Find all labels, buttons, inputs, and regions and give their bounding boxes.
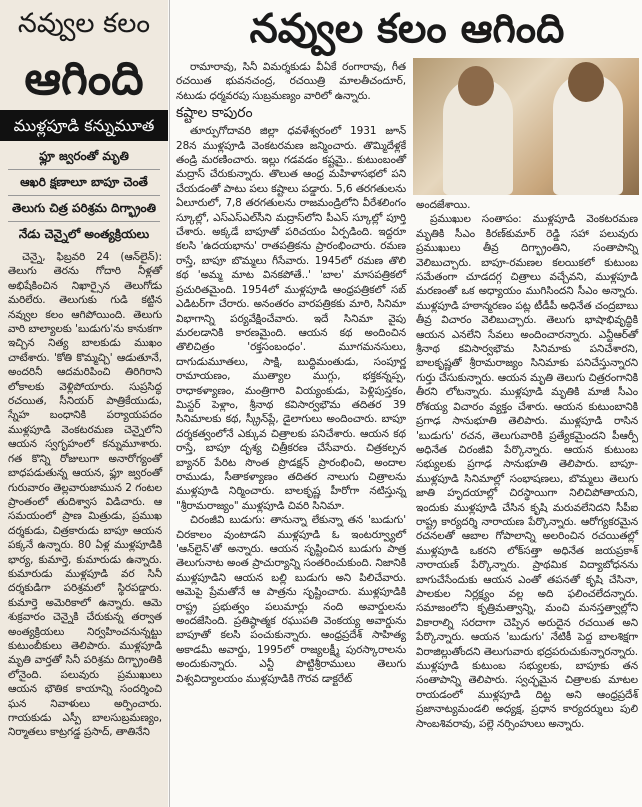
subheads: [8, 144, 160, 247]
person-head: [568, 62, 604, 102]
subhead: తెలుగు చిత్ర పరిశ్రమ దిగ్భ్రాంతి: [8, 196, 160, 222]
main-headline: నవ్వుల కలం ఆగింది: [249, 6, 565, 52]
news-photo: [413, 58, 639, 195]
sidebar-big-headline: ఆగింది: [24, 51, 144, 105]
right-column: [416, 198, 638, 731]
column-divider: [169, 0, 170, 807]
person-head: [458, 66, 494, 106]
section-heading: కష్టాల కాపురం: [176, 105, 253, 122]
photo-caption-tail: అందజేశాయి.: [416, 199, 471, 211]
paragraph: తూర్పుగోదావరి జిల్లా ధవళేశ్వరంలో 1931 జూన్ 28న ముళ్లపూడి వెంకటరమణ జన్మించారు. తొమ్మిదేళ్లకే తండ్రి మరణించారు. ఇల్లు గడవడం కష్టమై.. కుటుంబంతో మద్రాస్ చేరుకున్నారు. తొలుత ఆంధ్ర మహిళాసభలో పని చేయడంతో పాటు పలు కష్టాలు పడ్డారు. 5,6 తరగతులను ఏలూరులో, 7,8 తరగతులను రాజమండ్రిలోని వీరేశలింగం స్కూల్లో, ఎస్ఎస్ఎల్‌సీని మద్రాస్‌లోని పీఎస్ స్కూల్లో పూర్తి చేశారు. అక్కడే బాపూతో పరిచయం ఏర్పడింది. ఇద్దరూ కలసి 'ఉదయభాను' రాతపత్రికను ప్రారంభించారు. రమణ రాస్తే, బాపూ బొమ్మలు గీసేవారు. 1945లో రమణ తొలి కథ 'అమ్మ మాట వినకపోతే..' 'బాల' మాసపత్రికలో ప్రచురితమైంది. 1954లో ముళ్లపూడి ఆంధ్రపత్రికలో సబ్ ఎడిటర్‌గా చేరారు. అనంతరం వారపత్రికకు మారి, సినిమా విభాగాన్ని పర్యవేక్షించేవారు. ఇదే సినిమా వైపు మరలడానికి కారణమైంది. ఆయన కథ అందించిన తొలిచిత్రం 'రక్తసంబంధం'. మూగమనసులు, దాగుడుమూతలు, సాక్షి, బుద్ధిమంతుడు, సంపూర్ణ రామాయణం, ముత్యాల ముగ్గు, భక్తకన్నప్ప, రాధాకళ్యాణం, మంత్రిగారి వియ్యంకుడు, పెళ్లిపుస్తకం, మిస్టర్ పెళ్లాం, శ్రీనాథ కవిసార్వభౌమ తదితర 39 సినిమాలకు కథ, స్క్రీన్‌ప్లే, డైలాగులు అందించారు. బాపూ దర్శకత్వంలోనే ఎక్కువ చిత్రాలకు పనిచేశారు. ఆయన కథ రాస్తే, బాపూ దృశ్య చిత్రీకరణ చేసేవారు. చిత్రకల్పన బ్యానర్ పేరిట సొంత ప్రొడక్షన్ ప్రారంభించి, అందాల రాముడు, సీతాకళ్యాణం తదితర నాలుగు చిత్రాలను ముళ్లపూడి నిర్మించారు. బాలకృష్ణ హీరోగా నటిస్తున్న "శ్రీరామరాజ్యం" ముళ్లపూడి చివరి సినిమా.: [176, 125, 406, 512]
subhead: ఆఖరి క్షణాలూ బాపూ చెంతే: [8, 170, 160, 196]
sidebar-body: [8, 250, 162, 740]
middle-column: [176, 60, 406, 686]
paragraph: చెన్నై, ఫిబ్రవరి 24 (ఆన్‌లైన్): తెలుగు తెరను గోదారి నీళ్లతో అభిషేకించిన నిఖార్సైన తెలుగోడు మరిలేరు. తెలుగుకు గుడి కట్టిన నవ్వుల కలం ఆగిపోయింది. తెలుగు వారి బాల్యాలకు 'బుడుగు'ను కానుకగా ఇచ్చిన నిత్య బాలకుడు ముఖం చాటేశారు. 'కోతి కొమ్మచ్చి' ఆడుతూనే, అందరినీ ఆదమరిపించి తిరిగిరాని లోకాలకు వెళ్లిపోయారు. సుప్రసిద్ధ రచయిత, సీనియర్ పాత్రికేయుడు, స్నేహ బంధానికి పర్యాయపదం ముళ్లపూడి వెంకటరమణ చెన్నైలోని ఆయన స్వగృహంలో కన్నుమూశారు. గత కొన్ని రోజులుగా అనారోగ్యంతో బాధపడుతున్న ఆయన, ఫ్లూ జ్వరంతో గురువారం తెల్లవారుజామున 2 గంటల ప్రాంతంలో తుదిశ్వాస విడిచారు. ఆ సమయంలో ప్రాణ మిత్రుడు, ప్రముఖ దర్శకుడు, చిత్రకారుడు బాపూ ఆయన పక్కనే ఉన్నారు. 80 ఏళ్ల ముళ్లపూడికి భార్య, కుమార్తె, కుమారుడు ఉన్నారు. కుమారుడు ముళ్లపూడి వర సినీ దర్శకుడిగా పరిశ్రమలో స్థిరపడ్డారు. కుమార్తె అమెరికాలో ఉన్నారు. ఆమె శుక్రవారం చెన్నైకి చేరుకున్న తర్వాత అంత్యక్రియలు నిర్వహించనున్నట్టు కుటుంబీకులు తెలిపారు. ముళ్లపూడి మృతి వార్తతో సినీ పరిశ్రమ దిగ్భ్రాంతికి లోనైంది. పలువురు ప్రముఖులు ఆయన భౌతిక కాయాన్ని సందర్శించి ఘన నివాళులు అర్పించారు. గాయకుడు ఎస్పీ బాలసుబ్రమణ్యం, నిర్మాతలు కాట్రగడ్డ ప్రసాద్, తాతినేని: [8, 251, 162, 739]
kicker: నవ్వుల కలం: [17, 8, 151, 39]
paragraph: రామారావు, సినీ విమర్శకుడు వీఏకే రంగారావు, గీత రచయిత భువనచంద్ర, రచయిత్రి మాలతీచందూర్, నటుడు ధర్మవరపు సుబ్రమణ్యం వారిలో ఉన్నారు.: [176, 61, 406, 102]
paragraph: ప్రముఖుల సంతాపం: ముళ్లపూడి వెంకటరమణ మృతికి సీఎం కిరణ్‌కుమార్ రెడ్డి సహా పలువురు ప్రముఖులు తీవ్ర దిగ్భ్రాంతిని, సంతాపాన్ని వెలిబుచ్చారు. బాపూ-రమణల కలయికలో కుటుంబ సమేతంగా చూడదగ్గ చిత్రాలు వచ్చేవని, ముళ్లపూడి మరణంతో ఒక అధ్యాయం ముగిసిందని సీఎం అన్నారు. ముళ్లపూడి హఠాన్మరణం పట్ల టీడీపీ అధినేత చంద్రబాబు తీవ్ర విచారం వెలిబుచ్చారు. తెలుగు భాషాభివృద్ధికి ఆయన ఎనలేని సేవలు అందించారన్నారు. ఎన్టీఆర్‌తో శ్రీనాథ కవిసార్వభౌమ సినిమాకు పనిచేశారని, బాలకృష్ణతో శ్రీరామరాజ్యం సినిమాకు పనిచేస్తున్నారని గుర్తు చేసుకున్నారు. ఆయన మృతి తెలుగు చిత్రరంగానికి తీరని లోటన్నారు. ముళ్లపూడి మృతికి మాజీ సీఎం రోశయ్య విచారం వ్యక్తం చేశారు. ఆయన కుటుంబానికి ప్రగాఢ సానుభూతి తెలిపారు. ముళ్లపూడి రాసిన 'బుడుగు' రచన, తెలుగువారికి ప్రత్యేకమైందని పీఆర్పీ అధినేత చిరంజీవి పేర్కొన్నారు. ఆయన కుటుంబ సభ్యులకు ప్రగాఢ సానుభూతి తెలిపారు. బాపూ-ముళ్లపూడి సినిమాల్లో సంభాషణలు, బొమ్మలు తెలుగు జాతి హృదయాల్లో చిరస్థాయిగా నిలిచిపోతాయని, ఇందుకు ముళ్లపూడి చేసిన కృషి మరువలేనిదని సీపీఐ రాష్ట్ర కార్యదర్శి నారాయణ పేర్కొన్నారు. ఆరోగ్యకరమైన రచనలతో ఆబాల గోపాలాన్ని అలరించిన రచయితల్లో ముళ్లపూడి ఒకరని లోక్‌సత్తా అధినేత జయప్రకాశ్ నారాయణ్ పేర్కొన్నారు. ప్రాథమిక విద్యాబోధనను బాగుచేసేందుకు ఆయన ఎంతో తపనతో కృషి చేసినా, పాలకుల నిర్లక్ష్యం వల్ల అది ఫలించలేదన్నారు. సమాజంలోని కృత్రిమత్వాన్ని, మంచి మనస్తత్వాల్లోని వికారాల్ని సరదాగా చెప్పిన అరుదైన రచయిత అని పేర్కొన్నారు. ఆయన 'బుడుగు' నేటికీ పెద్ద బాలశిక్షగా విరాజిల్లుతోందని తెలుగువారు భద్రపరుచుకున్నారన్నారు. ముళ్లపూడి కుటుంబ సభ్యులకు, బాపూకు తన సంతాపాన్ని తెలిపారు. స్వచ్ఛమైన చిత్రాలకు మాటల రాయడంలో ముళ్లపూడి దిట్ట అని ఆంధ్రప్రదేశ్ ప్రజానాట్యమండలి అధ్యక్ష, ప్రధాన కార్యదర్శులు పులి సాంబశివరావు, పల్లె నర్సింహులు అన్నారు.: [416, 213, 638, 730]
sidebar-band: ముళ్లపూడి కన్నుమూత: [0, 110, 168, 141]
sidebar-panel: [0, 0, 168, 807]
paragraph: చిరంజీవి బుడుగు: తానున్నా లేకున్నా తన 'బుడుగు' చిరకాలం వుంటాడని ముళ్లపూడి ఓ ఇంటర్వ్యూలో 'ఆన్‌లైన్'తో అన్నారు. ఆయన సృష్టించిన బుడుగు పాత్ర తెలుగునాట అంత ప్రాచుర్యాన్ని సంతరించుకుంది. నిజానికి ముళ్లపూడిని ఆయన బల్లి బుడుగు అని పిలిచేవారు. ఆమెపై ప్రేమతోనే ఆ పాత్రను సృష్టించారు. ముళ్లపూడికి రాష్ట్ర ప్రభుత్వం పలుమార్లు నంది అవార్డులను అందజేసింది. ప్రతిష్ఠాత్మక రఘుపతి వెంకయ్య అవార్డును బాపూతో కలసి పంచుకున్నారు. ఆంధ్రప్రదేశ్ సాహిత్య అకాడమీ అవార్డు, 1995లో రాజ్యలక్ష్మీ పురస్కారాలను అందుకున్నారు. ఎన్టీ పొట్టిశ్రీరాములు తెలుగు విశ్వవిద్యాలయం ముళ్లపూడికి గౌరవ డాక్టరేట్: [176, 514, 406, 685]
subhead: ఫ్లూ జ్వరంతో మృతి: [8, 144, 160, 170]
subhead: నేడు చెన్నైలో అంత్యక్రియలు: [18, 227, 150, 241]
